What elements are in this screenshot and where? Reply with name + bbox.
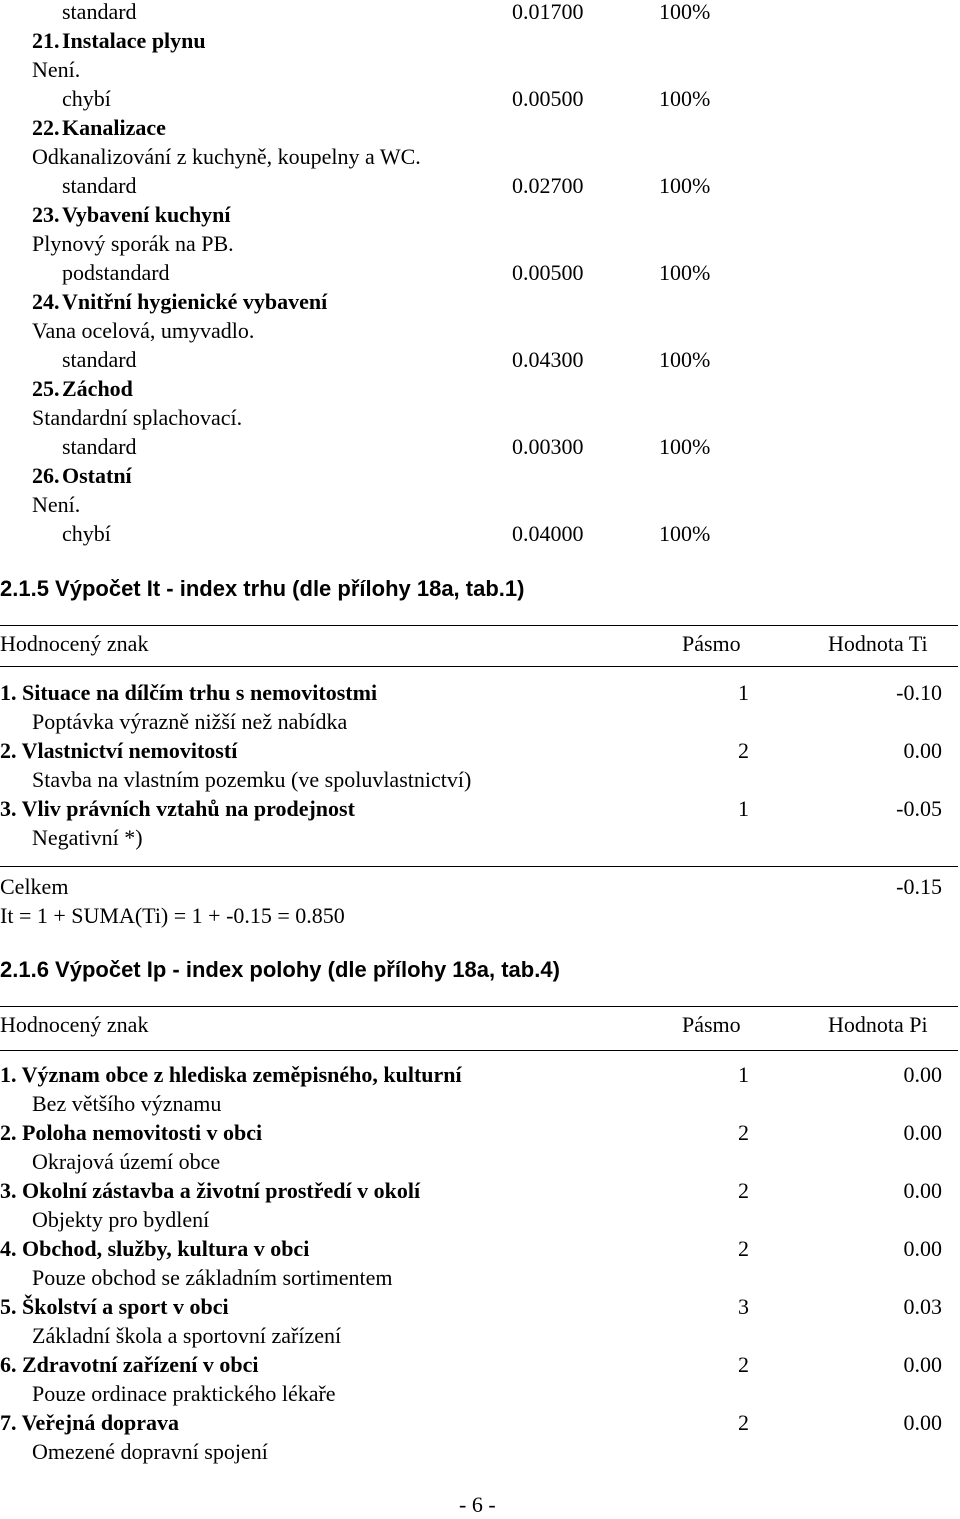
section-heading: 2.1.5 Výpočet It - index trhu (dle přílohy 18a, tab.1) xyxy=(0,576,525,601)
table-total-rule xyxy=(0,866,958,867)
criterion-description: Objekty pro bydlení xyxy=(32,1207,210,1232)
column-header-pasmo: Pásmo xyxy=(682,1012,741,1037)
item-title: Záchod xyxy=(62,376,133,401)
item-value: chybí xyxy=(62,521,111,546)
item-title: Instalace plynu xyxy=(62,28,206,53)
item-percent: 100% xyxy=(659,260,711,285)
criterion-description: Pouze ordinace praktického lékaře xyxy=(32,1381,336,1406)
criterion-title: 1. Význam obce z hlediska zeměpisného, kulturní xyxy=(0,1062,462,1087)
criterion-value: 0.00 xyxy=(903,738,942,763)
item-title: Vybavení kuchyní xyxy=(62,202,231,227)
item-coefficient: 0.01700 xyxy=(512,0,584,24)
item-description: Není. xyxy=(32,57,81,82)
item-coefficient: 0.00500 xyxy=(512,260,584,285)
total-label: Celkem xyxy=(0,874,69,899)
page-number: - 6 - xyxy=(459,1492,496,1517)
criterion-value: 0.00 xyxy=(903,1352,942,1377)
criterion-description: Stavba na vlastním pozemku (ve spoluvlastnictví) xyxy=(32,767,472,792)
table-top-rule xyxy=(0,625,958,626)
criterion-value: -0.10 xyxy=(896,680,942,705)
criterion-title: 5. Školství a sport v obci xyxy=(0,1294,229,1319)
criterion-title: 2. Poloha nemovitosti v obci xyxy=(0,1120,263,1145)
criterion-title: 3. Okolní zástavba a životní prostředí v okolí xyxy=(0,1178,421,1203)
table-top-rule xyxy=(0,1006,958,1007)
item-value: podstandard xyxy=(62,260,170,285)
criterion-pasmo: 2 xyxy=(738,1120,749,1145)
criterion-pasmo: 3 xyxy=(738,1294,749,1319)
item-coefficient: 0.00300 xyxy=(512,434,584,459)
criterion-pasmo: 1 xyxy=(738,796,749,821)
criterion-pasmo: 2 xyxy=(738,738,749,763)
item-title: Ostatní xyxy=(62,463,132,488)
item-number: 23. xyxy=(32,202,60,227)
item-percent: 100% xyxy=(659,173,711,198)
criterion-value: 0.00 xyxy=(903,1236,942,1261)
item-value: standard xyxy=(62,347,137,372)
criterion-description: Omezené dopravní spojení xyxy=(32,1439,268,1464)
item-title: Vnitřní hygienické vybavení xyxy=(62,289,328,314)
table-header-rule xyxy=(0,1050,958,1051)
item-coefficient: 0.02700 xyxy=(512,173,584,198)
criterion-title: 3. Vliv právních vztahů na prodejnost xyxy=(0,796,355,821)
item-percent: 100% xyxy=(659,434,711,459)
criterion-value: 0.00 xyxy=(903,1120,942,1145)
criterion-title: 1. Situace na dílčím trhu s nemovitostmi xyxy=(0,680,378,705)
item-value: standard xyxy=(62,0,137,24)
item-title: Kanalizace xyxy=(62,115,166,140)
index-formula: It = 1 + SUMA(Ti) = 1 + -0.15 = 0.850 xyxy=(0,903,345,928)
item-number: 25. xyxy=(32,376,60,401)
criterion-pasmo: 2 xyxy=(738,1178,749,1203)
column-header-pasmo: Pásmo xyxy=(682,631,741,656)
criterion-description: Poptávka výrazně nižší než nabídka xyxy=(32,709,348,734)
column-header-znak: Hodnocený znak xyxy=(0,1012,149,1037)
item-value: chybí xyxy=(62,86,111,111)
item-percent: 100% xyxy=(659,86,711,111)
item-percent: 100% xyxy=(659,347,711,372)
criterion-description: Okrajová území obce xyxy=(32,1149,221,1174)
column-header-hodnota: Hodnota Pi xyxy=(828,1012,928,1037)
item-percent: 100% xyxy=(659,0,711,24)
criterion-title: 4. Obchod, služby, kultura v obci xyxy=(0,1236,310,1261)
criterion-title: 2. Vlastnictví nemovitostí xyxy=(0,738,238,763)
criterion-pasmo: 1 xyxy=(738,680,749,705)
criterion-description: Základní škola a sportovní zařízení xyxy=(32,1323,342,1348)
criterion-value: 0.00 xyxy=(903,1062,942,1087)
item-description: Standardní splachovací. xyxy=(32,405,243,430)
criterion-description: Bez většího významu xyxy=(32,1091,222,1116)
item-number: 22. xyxy=(32,115,60,140)
item-number: 26. xyxy=(32,463,60,488)
criterion-value: 0.00 xyxy=(903,1410,942,1435)
criterion-value: -0.05 xyxy=(896,796,942,821)
criterion-pasmo: 2 xyxy=(738,1236,749,1261)
total-value: -0.15 xyxy=(896,874,942,899)
item-value: standard xyxy=(62,173,137,198)
criterion-value: 0.03 xyxy=(903,1294,942,1319)
criterion-description: Pouze obchod se základním sortimentem xyxy=(32,1265,393,1290)
item-number: 21. xyxy=(32,28,60,53)
criterion-value: 0.00 xyxy=(903,1178,942,1203)
criterion-pasmo: 1 xyxy=(738,1062,749,1087)
table-header-rule xyxy=(0,666,958,667)
column-header-znak: Hodnocený znak xyxy=(0,631,149,656)
item-number: 24. xyxy=(32,289,60,314)
item-coefficient: 0.04300 xyxy=(512,347,584,372)
item-description: Není. xyxy=(32,492,81,517)
item-description: Vana ocelová, umyvadlo. xyxy=(32,318,255,343)
criterion-pasmo: 2 xyxy=(738,1410,749,1435)
section-heading: 2.1.6 Výpočet Ip - index polohy (dle přílohy 18a, tab.4) xyxy=(0,957,560,982)
criterion-description: Negativní *) xyxy=(32,825,143,850)
criterion-title: 6. Zdravotní zařízení v obci xyxy=(0,1352,259,1377)
item-coefficient: 0.04000 xyxy=(512,521,584,546)
criterion-pasmo: 2 xyxy=(738,1352,749,1377)
item-description: Plynový sporák na PB. xyxy=(32,231,234,256)
item-percent: 100% xyxy=(659,521,711,546)
item-description: Odkanalizování z kuchyně, koupelny a WC. xyxy=(32,144,421,169)
item-value: standard xyxy=(62,434,137,459)
column-header-hodnota: Hodnota Ti xyxy=(828,631,928,656)
item-coefficient: 0.00500 xyxy=(512,86,584,111)
criterion-title: 7. Veřejná doprava xyxy=(0,1410,180,1435)
